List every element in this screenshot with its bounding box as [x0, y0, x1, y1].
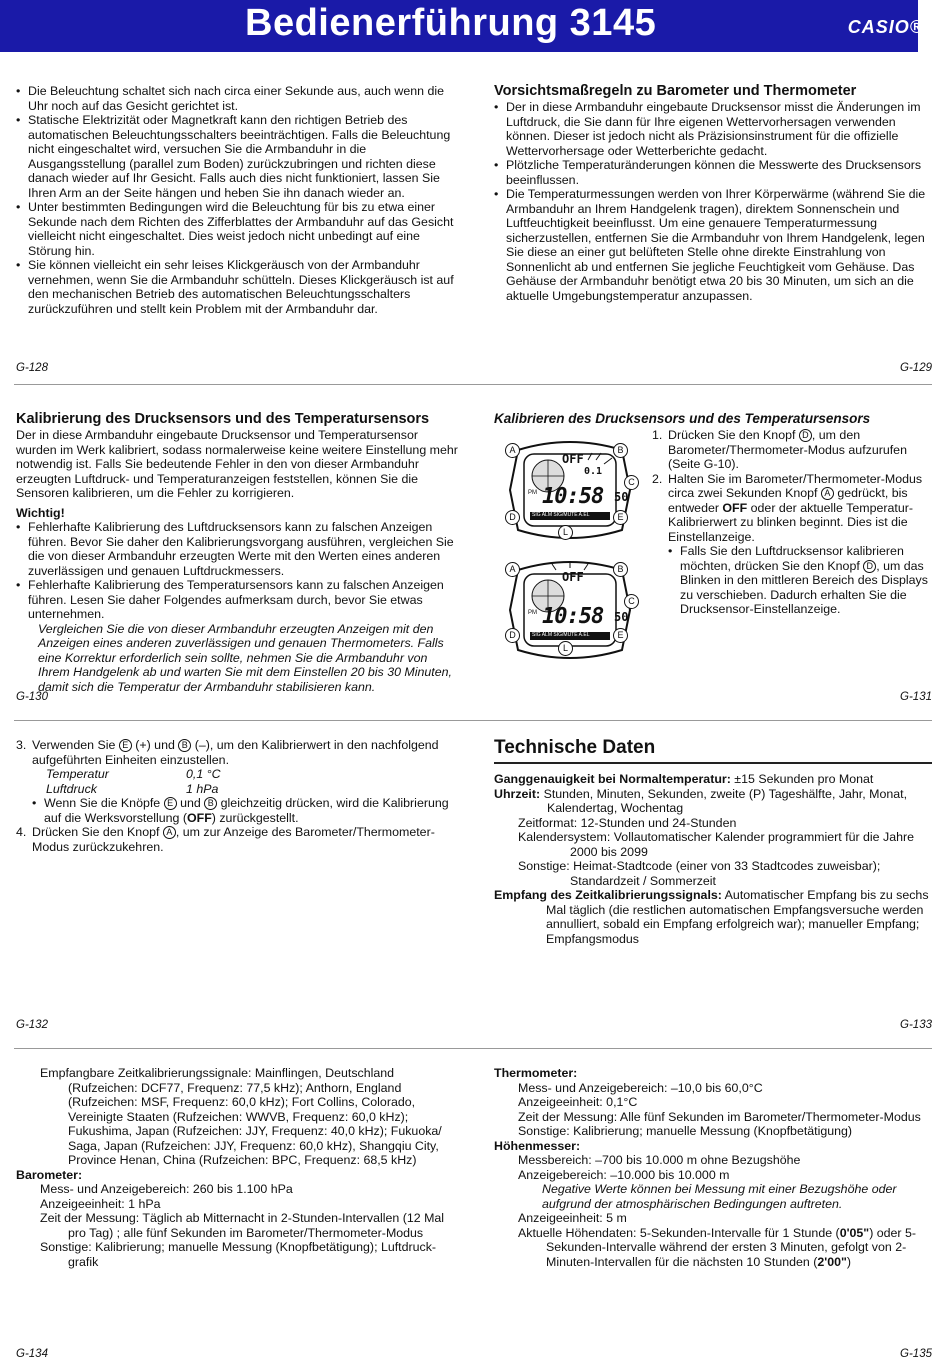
section-g132	[16, 738, 456, 854]
button-d-icon: D	[799, 429, 812, 442]
spec-altimeter-label: Höhenmesser:	[494, 1138, 581, 1153]
section-heading: Kalibrieren des Drucksensors und des Temperatursensors	[494, 411, 871, 426]
spec-signals: Empfangbare Zeitkalibrierungssignale: Mainflingen, Deutschland (Rufzeichen: DCF77, Frequenz: 77,5 kHz); Anthorn, England (Rufzeichen: MSF, Frequenz: 60,0 kHz); Fort Collins, Colorado, Vereinigte Staaten (Rufzeichen: WWVB, Frequenz: 60,0 kHz); Fukushima, Japan (Rufzeichen: JJY, Frequenz: 40,0 kHz); Fukuoka/ Saga, Japan (Rufzeichen: JJY, Frequenz: 60,0 kHz), Shangqiu City, Province Henan, China (Rufzeichen: BPC, Frequenz: 68,5 kHz)	[40, 1066, 442, 1167]
watch1-top-display: OFF	[562, 452, 584, 466]
button-label-b: B	[613, 443, 628, 458]
watch2-status-bar: SIG ALM SIG/MUTE A.EL	[532, 632, 590, 638]
spec-barometer-unit: Anzeigeeinheit: 1 hPa	[40, 1196, 161, 1211]
unit-name: Temperatur	[46, 767, 109, 781]
page-number: G-131	[900, 691, 932, 703]
list-item: • Die Temperaturmessungen werden von Ihrer Körperwärme (während Sie die Armbanduhr an Ihrem Handgelenk tragen), direktem Sonnenschein und Luftfeuchtigkeit beeinflusst. Um eine genauere Temperaturmessung sicherzustellen, entfernen Sie die Armbanduhr von Ihrem Handgelenk, legen Sie diese an einer gut belüfteten Stelle ohne direkte Einstrahlung von Sonnenlicht ab und entfernen Sie jegliche Feuchtigkeit vom Gehäuse. Das Gehäuse der Armbanduhr benötigt etwa 20 bis 30 Minuten, um sich an die aktuelle Umgebungstemperatur anzupassen.	[494, 187, 934, 303]
page-number: G-128	[16, 362, 48, 374]
spec-altimeter-display: Anzeigebereich: –10.000 bis 10.000 m	[518, 1167, 730, 1182]
page-number: G-132	[16, 1019, 48, 1031]
spec-calendar: Kalendersystem: Vollautomatischer Kalender programmiert für die Jahre 2000 bis 2099	[518, 830, 914, 859]
button-label-d: D	[505, 628, 520, 643]
spec-barometer-range: Mess- und Anzeigebereich: 260 bis 1.100 hPa	[40, 1182, 293, 1196]
unit-value: 0,1 °C	[186, 767, 221, 781]
spec-reception: Empfang des Zeitkalibrierungssignals: Automatischer Empfang bis zu sechs Mal täglich (die restlichen automatischen Empfangsversuche werden annulliert, sobald ein Empfang erfolgreich war); manueller Empfang; Empfangsmodus	[494, 888, 929, 946]
page-number: G-134	[16, 1348, 48, 1360]
step-4: 4. Drücken Sie den Knopf A , um zur Anzeige des Barometer/Thermometer-Modus zurückzukehren.	[16, 825, 435, 854]
button-d-icon: D	[863, 560, 876, 573]
divider	[14, 720, 932, 721]
spec-thermometer-other: Sonstige: Kalibrierung; manuelle Messung (Knopfbetätigung)	[518, 1124, 853, 1138]
spec-time: Uhrzeit: Stunden, Minuten, Sekunden, zweite (P) Tageshälfte, Jahr, Monat, Kalendertag, Wochentag	[494, 786, 908, 815]
watch2-seconds-display: 50	[614, 610, 629, 624]
section-heading: Vorsichtsmaßregeln zu Barometer und Thermometer	[494, 83, 857, 99]
step-2: 2. Halten Sie im Barometer/Thermometer-Modus circa zwei Sekunden Knopf A gedrückt, bis entweder OFF oder der aktuelle Temperatur-Kalibrierwert zu blinken beginnt. Dies ist die Einstellanzeige.	[652, 471, 923, 544]
list-item: • Wenn Sie die Knöpfe E und B gleichzeitig drücken, wird die Kalibrierung auf die Werksvorstellung (OFF) zurückgestellt.	[32, 796, 456, 825]
button-e-icon: E	[164, 797, 177, 810]
watch2-pm-indicator: PM	[528, 610, 537, 616]
intro-text: Der in diese Armbanduhr eingebaute Drucksensor und Temperatursensor wurden im Werk kalibriert, sodass normalerweise keine weitere Einstellung mehr notwendig ist. Falls Sie bedeutende Fehler in den von dieser Armbanduhr erzeugten Luftdruck- und Temperaturanzeigen feststellen, können Sie die Sensoren kalibrieren, um die Fehler zu korrigieren.	[16, 428, 458, 500]
spec-barometer-label: Barometer:	[16, 1167, 83, 1182]
watch1-time-display: 10:58	[542, 484, 604, 509]
step-3: 3. Verwenden Sie E (+) und B (–), um den Kalibrierwert in den nachfolgend aufgeführten Einheiten einzustellen.	[16, 738, 439, 767]
divider	[14, 384, 932, 385]
list-item: • Fehlerhafte Kalibrierung des Temperatursensors kann zu falschen Anzeigen führen. Lesen Sie daher Folgendes aufmerksam durch, bevor Sie etwas unternehmen.	[16, 578, 458, 622]
button-a-icon: A	[821, 487, 834, 500]
spec-altimeter-unit: Anzeigeeinheit: 5 m	[518, 1211, 627, 1225]
button-b-icon: B	[204, 797, 217, 810]
spec-thermometer-range: Mess- und Anzeigebereich: –10,0 bis 60,0°C	[518, 1080, 763, 1095]
section-g131-steps	[652, 428, 934, 617]
spec-thermometer-unit: Anzeigeeinheit: 0,1°C	[518, 1095, 638, 1109]
list-item: • Unter bestimmten Bedingungen wird die Beleuchtung für bis zu etwa einer Sekunde nach dem Richten des Zifferblattes der Armbanduhr auf das Gesicht vielleicht nicht eingeschaltet. Dies weist jedoch nicht unbedingt auf eine Störung hin.	[16, 200, 456, 258]
spec-thermometer-label: Thermometer:	[494, 1066, 578, 1080]
button-label-d: D	[505, 510, 520, 525]
step-1: 1. Drücken Sie den Knopf D , um den Barometer/Thermometer-Modus aufzurufen (Seite G-10).	[652, 428, 907, 471]
watch1-status-bar: SIG ALM SIG/MUTE A.EL	[532, 512, 590, 518]
spec-thermometer-time: Zeit der Messung: Alle fünf Sekunden im Barometer/Thermometer-Modus	[518, 1109, 921, 1124]
list-item: • Plötzliche Temperaturänderungen können die Messwerte des Drucksensors beeinflussen.	[494, 158, 934, 187]
button-label-a: A	[505, 443, 520, 458]
unit-value: 1 hPa	[186, 781, 219, 796]
spec-accuracy: Ganggenauigkeit bei Normaltemperatur: ±15 Sekunden pro Monat	[494, 772, 874, 786]
page-number: G-130	[16, 691, 48, 703]
unit-name: Luftdruck	[46, 781, 97, 796]
spec-barometer-other: Sonstige: Kalibrierung; manuelle Messung (Knopfbetätigung); Luftdruck-grafik	[40, 1240, 437, 1269]
page-title: Bedienerführung 3145	[245, 2, 657, 44]
spec-other: Sonstige: Heimat-Stadtcode (einer von 33 Stadtcodes zuweisbar); Standardzeit / Sommerzeit	[518, 859, 881, 888]
button-label-e: E	[613, 628, 628, 643]
section-g133	[494, 736, 932, 946]
button-e-icon: E	[119, 739, 132, 752]
section-g129	[494, 82, 934, 303]
button-label-b: B	[613, 562, 628, 577]
brand-logo: CASIO®	[847, 17, 924, 37]
list-item: • Sie können vielleicht ein sehr leises Klickgeräusch von der Armbanduhr vernehmen, wenn Sie die Armbanduhr schütteln. Dieses Klickgeräusch ist auf den mechanischen Betrieb des automatischen Beleuchtungsschalters zurückzuführen und stellt kein Problem mit der Armbanduhr dar.	[16, 258, 456, 316]
button-label-l: L	[558, 641, 573, 656]
section-g134	[16, 1066, 456, 1269]
page-number: G-135	[900, 1348, 932, 1360]
button-label-e: E	[613, 510, 628, 525]
header-banner	[0, 0, 924, 52]
watch2-top-display: OFF	[562, 570, 584, 584]
spec-barometer-time: Zeit der Messung: Täglich ab Mitternacht in 2-Stunden-Intervallen (12 Mal pro Tag) ; alle fünf Sekunden im Barometer/Thermometer-Modus	[40, 1211, 445, 1240]
button-label-c: C	[624, 594, 639, 609]
button-a-icon: A	[163, 826, 176, 839]
spec-altimeter-current: Aktuelle Höhendaten: 5-Sekunden-Intervalle für 1 Stunde (0'05") oder 5-Sekunden-Intervalle während der ersten 3 Minuten, gefolgt von 2-Minuten-Intervallen für die nächsten 10 Stunden (2'00")	[518, 1225, 917, 1269]
button-label-a: A	[505, 562, 520, 577]
list-item: • Der in diese Armbanduhr eingebaute Drucksensor misst die Änderungen im Luftdruck, die Sie dann für Ihre eigenen Wettervorhersagen verwenden können. Dieser ist jedoch nicht als Präzisionsinstrument für die offizielle Wettervorhersage oder Wetterberichte gedacht.	[494, 100, 934, 158]
page-number: G-133	[900, 1019, 932, 1031]
section-g130	[16, 410, 458, 694]
section-g128	[16, 84, 456, 316]
watch2-time-display: 10:58	[542, 604, 604, 629]
section-title: Technische Daten	[494, 737, 656, 758]
section-heading: Kalibrierung des Drucksensors und des Temperatursensors	[16, 411, 430, 427]
button-label-l: L	[558, 525, 573, 540]
spec-altimeter-note: Negative Werte können bei Messung mit einer Bezugshöhe oder aufgrund der atmosphärischen Bedingungen auftreten.	[542, 1182, 897, 1211]
step-2-note: • Falls Sie den Luftdrucksensor kalibrieren möchten, drücken Sie den Knopf D , um das Blinken in den mittleren Bereich des Displays zu verschieben. Dadurch erhalten Sie die Drucksensor-Einstellanzeige.	[668, 544, 934, 617]
spec-altimeter-range: Messbereich: –700 bis 10.000 m ohne Bezugshöhe	[518, 1153, 801, 1167]
section-g131-heading-wrap	[494, 410, 934, 427]
page-number: G-129	[900, 362, 932, 374]
list-item: • Fehlerhafte Kalibrierung des Luftdrucksensors kann zu falschen Anzeigen führen. Bevor Sie daher den Kalibrierungsvorgang ausführen, vergleichen Sie die von dieser Armbanduhr erzeugten Werte mit den Werten eines anderen zuverlässigen und genauen Luftdruckmessers.	[16, 520, 458, 578]
spec-timeformat: Zeitformat: 12-Stunden und 24-Stunden	[518, 815, 737, 830]
section-g135	[494, 1066, 932, 1269]
units-table	[16, 767, 456, 796]
italic-note: Vergleichen Sie die von dieser Armbanduhr erzeugten Anzeigen mit den Anzeigen eines anderen zuverlässigen und genauen Thermometers. Falls eine Korrektur erforderlich sein sollte, nehmen Sie die Armbanduhr von Ihrem Handgelenk ab und warten Sie mit dem Einstellen 20 bis 30 Minuten, damit sich die Temperatur der Armbanduhr stabilisieren kann.	[38, 621, 452, 694]
watch1-pm-indicator: PM	[528, 490, 537, 496]
watch1-mid-display: 0.1	[584, 466, 603, 477]
important-label: Wichtig!	[16, 505, 65, 520]
button-b-icon: B	[178, 739, 191, 752]
list-item: • Die Beleuchtung schaltet sich nach circa einer Sekunde aus, auch wenn die Uhr noch auf das Gesicht gerichtet ist.	[16, 84, 456, 113]
divider	[14, 1048, 932, 1049]
title-underline	[494, 762, 932, 764]
button-label-c: C	[624, 475, 639, 490]
list-item: • Statische Elektrizität oder Magnetkraft kann den richtigen Betrieb des automatischen Beleuchtungsschalters beeinträchtigen. Falls die Beleuchtung nicht eingeschaltet wird, versuchen Sie die Armbanduhr in die Ausgangsstellung (parallel zum Boden) zurückzubringen und richten diese danach wieder auf Ihr Gesicht. Falls auch dies nicht funktioniert, lassen Sie Ihren Arm an der Seite hängen und heben Sie ihn danach wieder an.	[16, 113, 456, 200]
watch1-seconds-display: 50	[614, 490, 629, 504]
